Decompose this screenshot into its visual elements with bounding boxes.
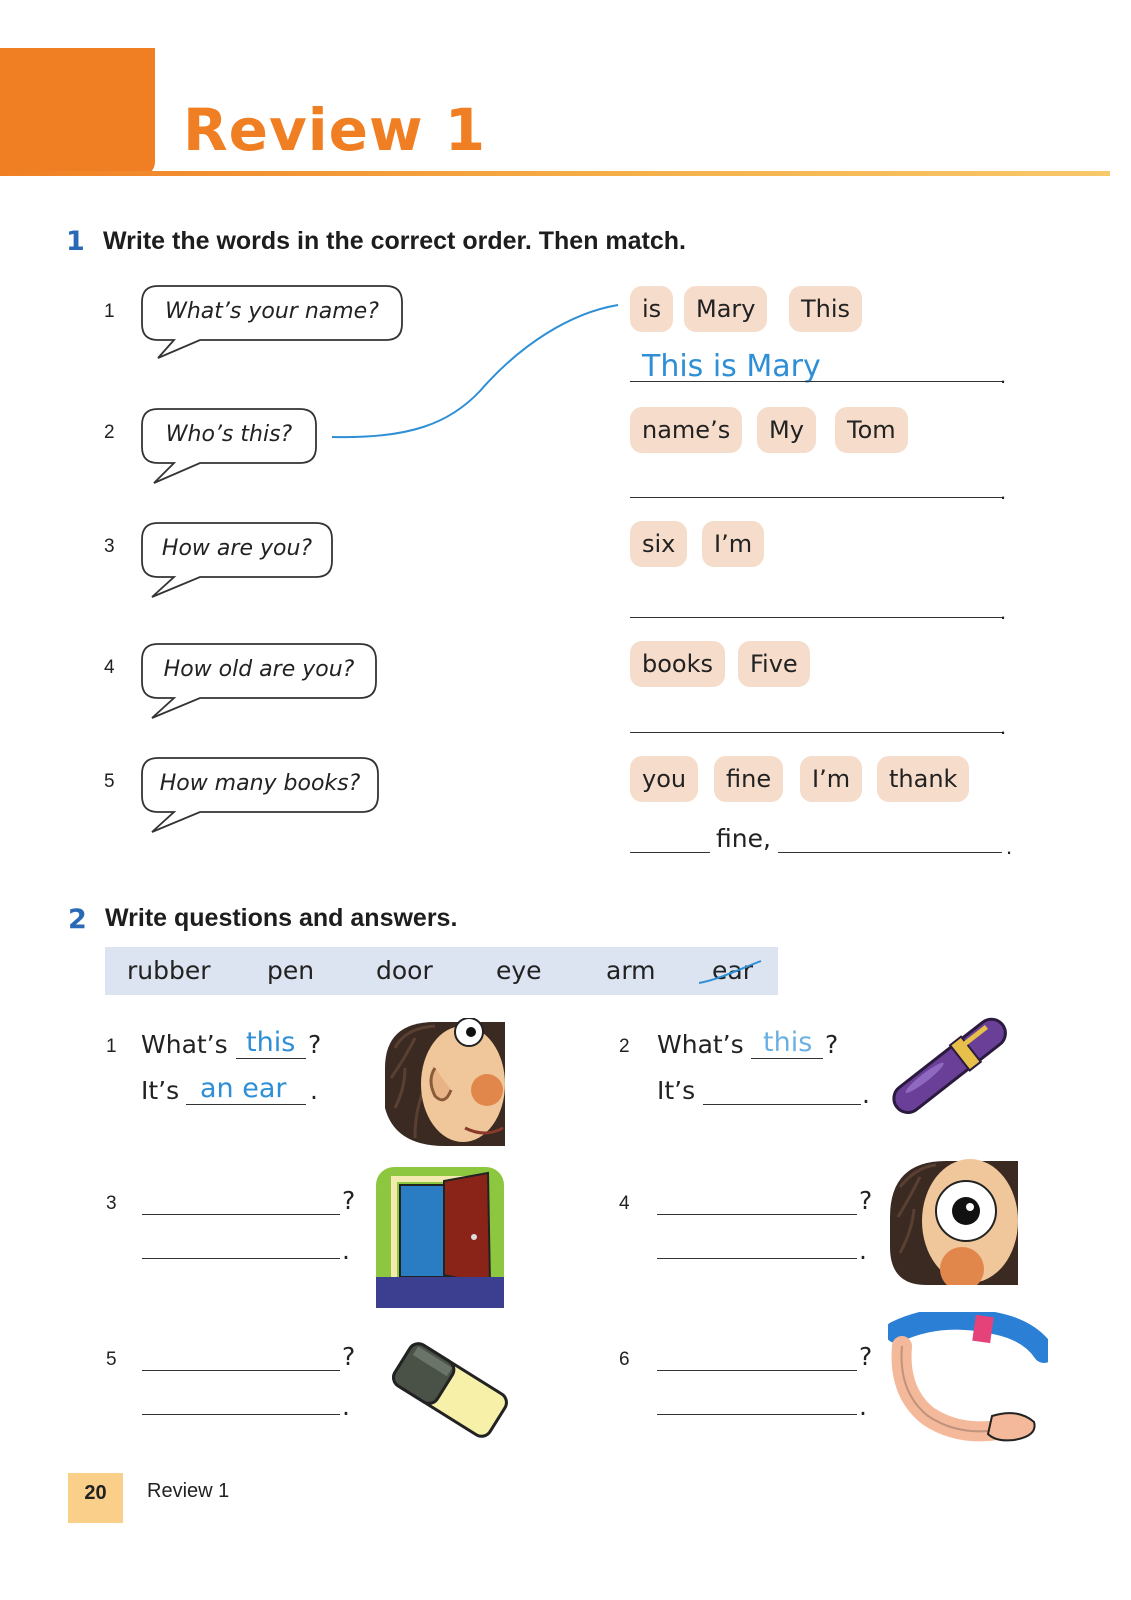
item-6-answer-line[interactable] xyxy=(657,1414,857,1415)
word-bank-item: rubber xyxy=(127,956,211,985)
answer-2-line[interactable] xyxy=(630,497,1002,498)
item-5-answer-end: . xyxy=(342,1392,350,1421)
eye-picture xyxy=(886,1157,1018,1285)
item-2-question-end: ? xyxy=(825,1030,839,1059)
strike-mark xyxy=(695,957,765,987)
word-tile[interactable]: Tom xyxy=(835,407,908,453)
speech-bubble-5-text: How many books? xyxy=(159,771,361,796)
word-tile[interactable]: six xyxy=(630,521,687,567)
item-3-question-end: ? xyxy=(342,1186,356,1215)
speech-bubble-3 xyxy=(140,521,334,601)
word-bank-item-crossed: ear xyxy=(712,956,753,985)
word-tile[interactable]: Five xyxy=(738,641,810,687)
item-4-question-line[interactable] xyxy=(657,1214,857,1215)
answer-3-dot: . xyxy=(1000,599,1007,624)
word-bank-item: door xyxy=(376,956,433,985)
answer-5-dot: . xyxy=(1006,834,1013,859)
speech-bubble-1-text: What’s your name? xyxy=(165,299,379,324)
rubber-picture xyxy=(380,1330,520,1450)
item-6-answer-end: . xyxy=(859,1392,867,1421)
question-3-number: 3 xyxy=(104,536,115,557)
item-6-question-line[interactable] xyxy=(657,1370,857,1371)
answer-3-line[interactable] xyxy=(630,617,1002,618)
word-bank-item: pen xyxy=(267,956,315,985)
item-2-answer-end: . xyxy=(862,1080,870,1109)
word-tile[interactable]: thank xyxy=(877,756,969,802)
word-tile[interactable]: fine xyxy=(714,756,783,802)
item-1-question-end: ? xyxy=(308,1030,322,1059)
word-tile[interactable]: This xyxy=(789,286,862,332)
speech-bubble-3-text: How are you? xyxy=(161,536,313,561)
item-4-question-end: ? xyxy=(859,1186,873,1215)
word-tile[interactable]: Mary xyxy=(684,286,767,332)
page-number: 20 xyxy=(84,1482,107,1504)
answer-4-dot: . xyxy=(1000,714,1007,739)
item-5-question-line[interactable] xyxy=(142,1370,340,1371)
speech-bubble-2 xyxy=(140,407,318,487)
item-2-number: 2 xyxy=(619,1036,630,1057)
header-tab xyxy=(0,48,155,176)
answer-5-line-a[interactable] xyxy=(630,852,710,853)
speech-bubble-2-text: Who’s this? xyxy=(165,422,293,447)
item-1-answer-prefix: It’s xyxy=(141,1076,180,1105)
word-tile[interactable]: is xyxy=(630,286,673,332)
item-1-question-line[interactable] xyxy=(236,1058,306,1059)
item-3-number: 3 xyxy=(106,1193,117,1214)
item-4-number: 4 xyxy=(619,1193,630,1214)
item-2-question-line[interactable] xyxy=(751,1058,823,1059)
answer-4-line[interactable] xyxy=(630,732,1002,733)
item-6-question-end: ? xyxy=(859,1342,873,1371)
word-tile[interactable]: you xyxy=(630,756,698,802)
item-1-answer-text: an ear xyxy=(200,1073,287,1104)
speech-bubble-4-text: How old are you? xyxy=(163,657,355,682)
item-4-answer-line[interactable] xyxy=(657,1258,857,1259)
answer-1-dot: . xyxy=(1000,363,1007,388)
word-tile[interactable]: My xyxy=(757,407,816,453)
word-tile[interactable]: I’m xyxy=(800,756,862,802)
answer-5-printed: fine, xyxy=(716,824,771,853)
word-bank-item: eye xyxy=(496,956,542,985)
question-1-number: 1 xyxy=(104,301,115,322)
item-2-answer-prefix: It’s xyxy=(657,1076,696,1105)
page-title: Review 1 xyxy=(183,96,487,164)
word-bank xyxy=(105,947,778,995)
arm-picture xyxy=(888,1312,1048,1448)
item-1-number: 1 xyxy=(106,1036,117,1057)
word-bank-item: arm xyxy=(606,956,656,985)
section-2-number: 2 xyxy=(68,904,87,935)
item-3-answer-end: . xyxy=(342,1236,350,1265)
item-5-answer-line[interactable] xyxy=(142,1414,340,1415)
speech-bubble-4 xyxy=(140,642,378,722)
item-3-question-line[interactable] xyxy=(142,1214,340,1215)
answer-1-line[interactable] xyxy=(630,381,1002,382)
item-1-answer-line[interactable] xyxy=(186,1104,306,1105)
item-3-answer-line[interactable] xyxy=(142,1258,340,1259)
item-1-answer-end: . xyxy=(310,1076,318,1105)
header-rule xyxy=(0,171,1110,176)
word-tile[interactable]: I’m xyxy=(702,521,764,567)
question-2-number: 2 xyxy=(104,422,115,443)
answer-5-line-b[interactable] xyxy=(778,852,1002,853)
footer-label: Review 1 xyxy=(147,1480,230,1502)
item-5-question-end: ? xyxy=(342,1342,356,1371)
item-4-answer-end: . xyxy=(859,1236,867,1265)
item-1-question-answer: this xyxy=(246,1027,296,1058)
section-2-title: Write questions and answers. xyxy=(105,904,458,932)
ear-picture xyxy=(375,1018,505,1146)
match-line xyxy=(320,295,630,455)
question-5-number: 5 xyxy=(104,771,115,792)
item-1-question-prefix: What’s xyxy=(141,1030,228,1059)
section-1-title: Write the words in the correct order. Then match. xyxy=(103,227,686,255)
question-4-number: 4 xyxy=(104,657,115,678)
item-2-question-prefix: What’s xyxy=(657,1030,744,1059)
section-1-number: 1 xyxy=(66,226,85,257)
word-tile[interactable]: name’s xyxy=(630,407,742,453)
answer-1-written: This is Mary xyxy=(642,349,821,384)
pen-picture xyxy=(882,1004,1022,1124)
door-picture xyxy=(374,1165,506,1310)
item-2-answer-line[interactable] xyxy=(703,1104,861,1105)
item-2-question-answer: this xyxy=(763,1027,813,1058)
item-5-number: 5 xyxy=(106,1349,117,1370)
item-6-number: 6 xyxy=(619,1349,630,1370)
answer-2-dot: . xyxy=(1000,479,1007,504)
word-tile[interactable]: books xyxy=(630,641,725,687)
speech-bubble-5 xyxy=(140,756,380,836)
